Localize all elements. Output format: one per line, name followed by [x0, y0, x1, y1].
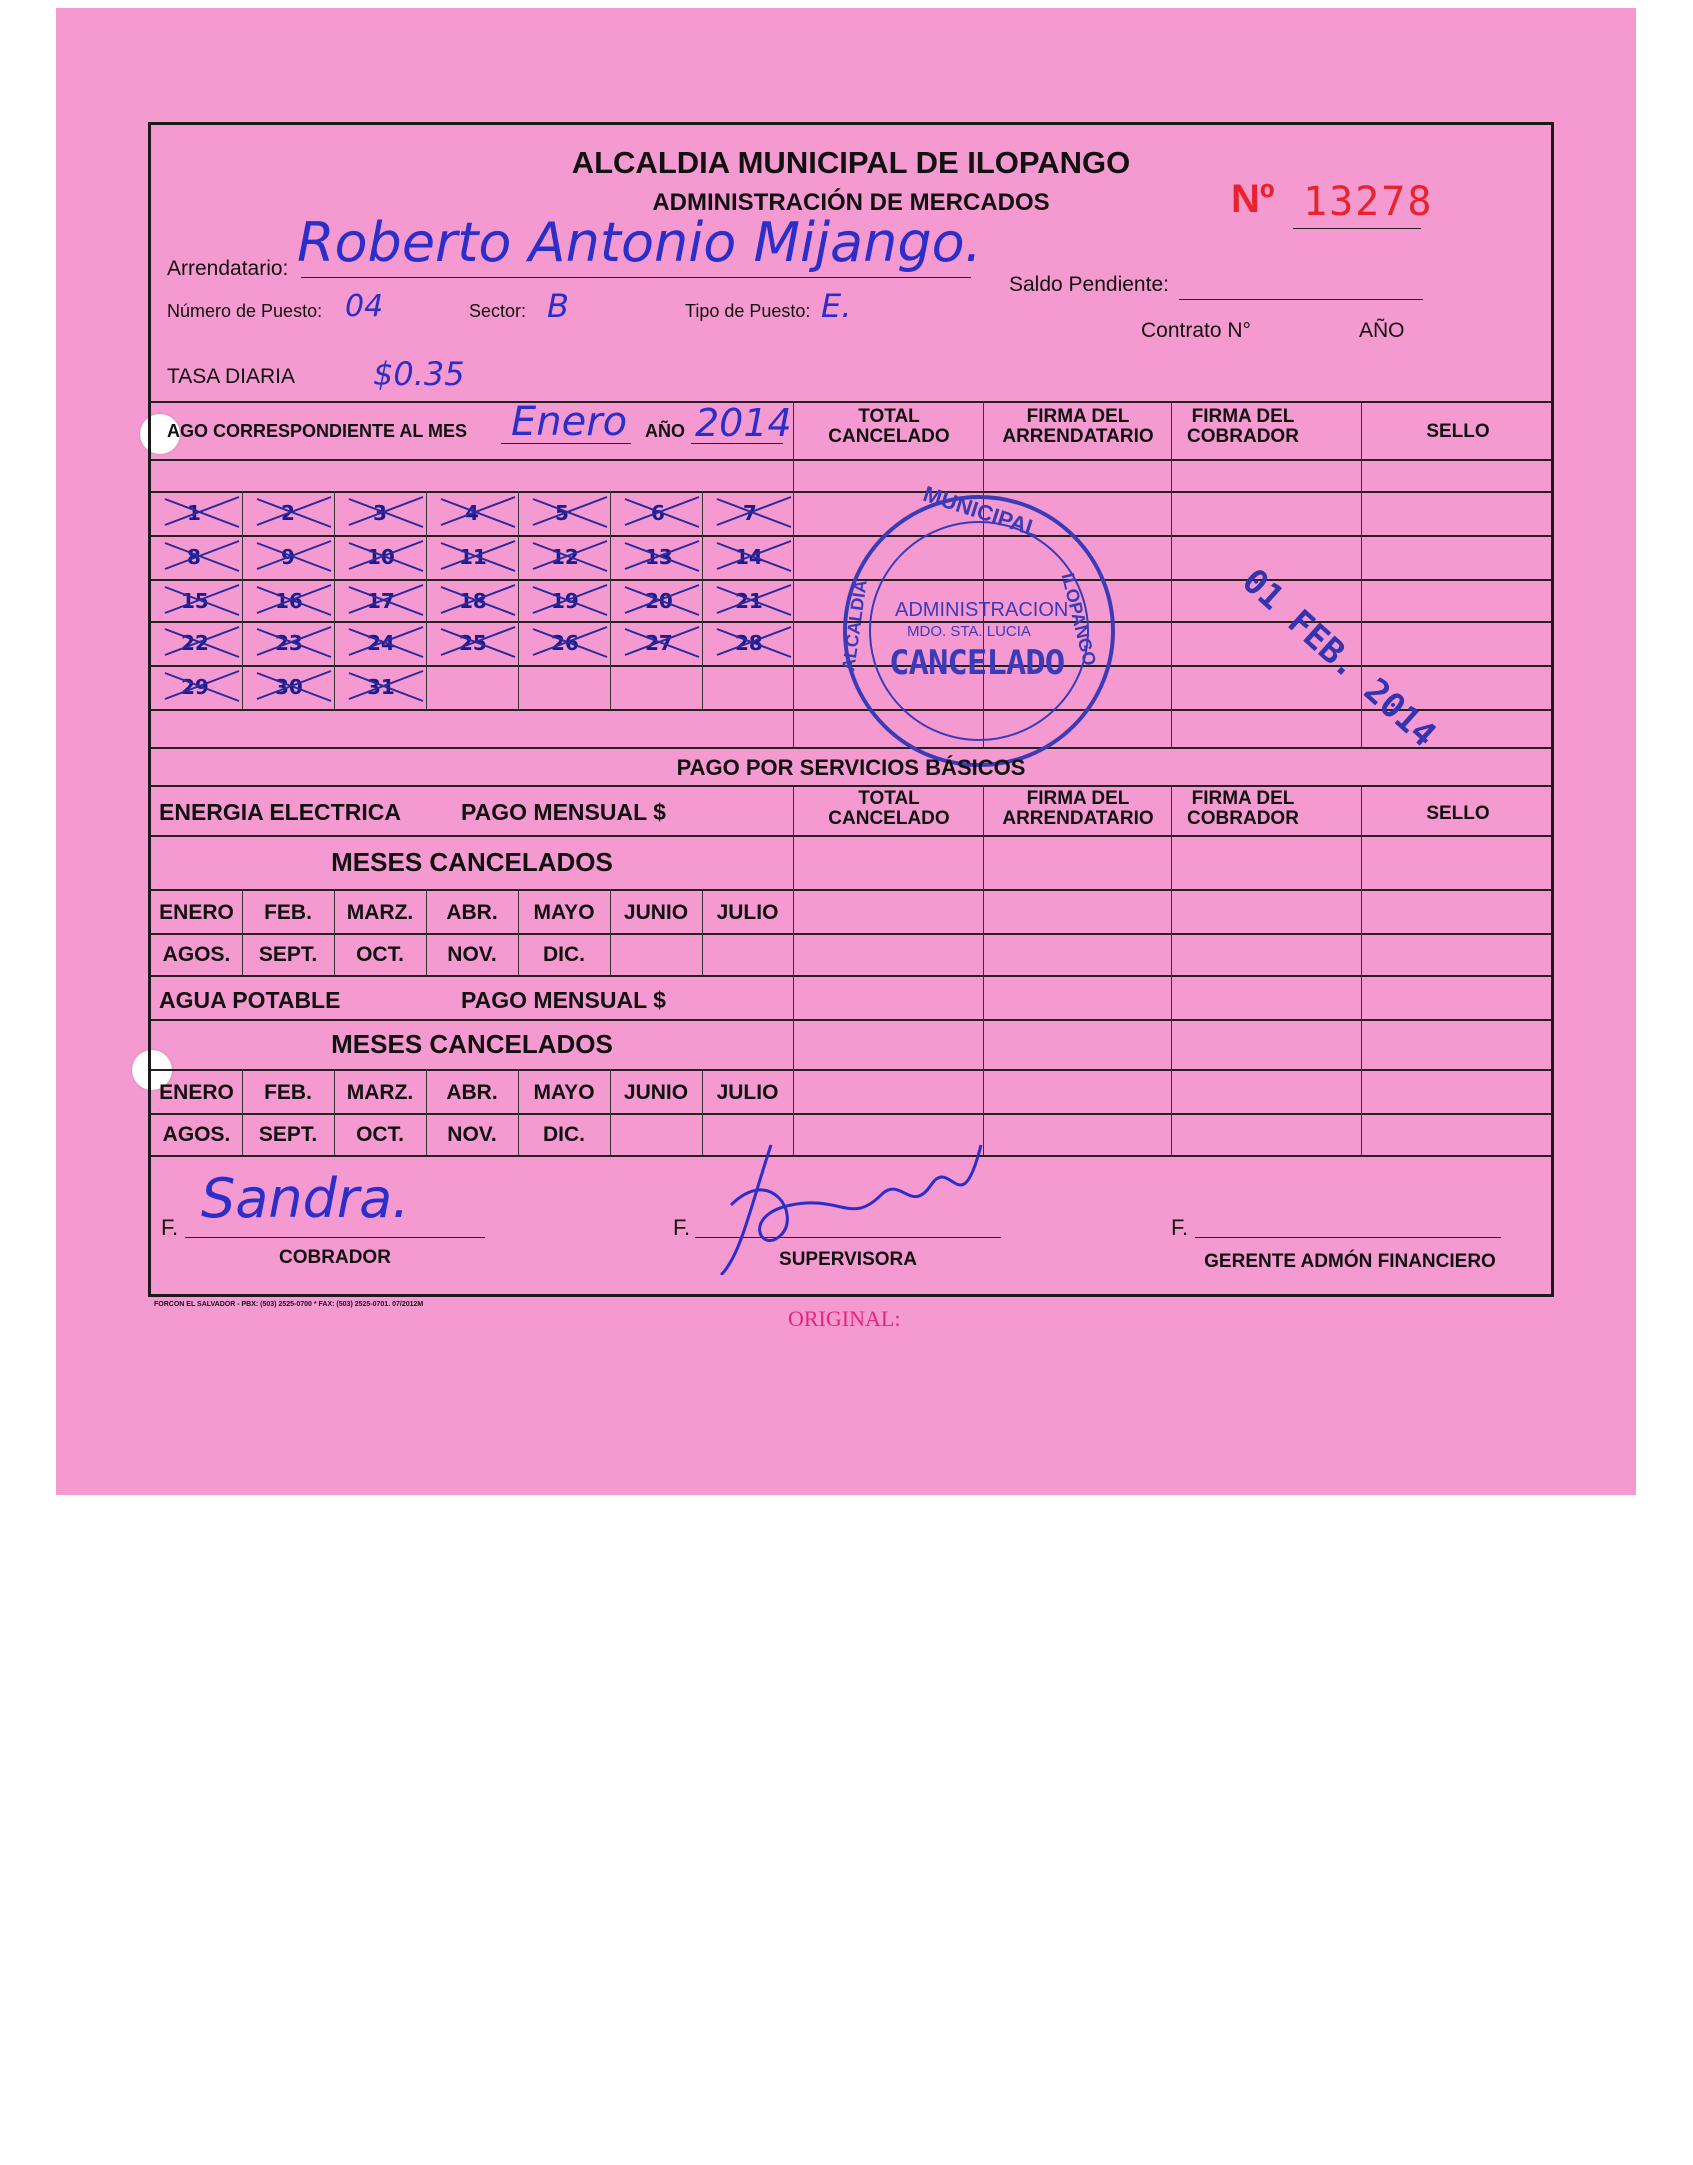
a-month-agos: AGOS. [162, 1123, 231, 1146]
arrendatario-line [301, 277, 971, 278]
receipt-number-label: Nº [1231, 177, 1275, 221]
e-month-sept: SEPT. [258, 943, 318, 966]
day-1: 1 [187, 501, 201, 525]
contrato-anio-label: AÑO [1359, 319, 1405, 342]
day-17: 17 [367, 589, 395, 613]
svc-col-total-header: TOTAL CANCELADO [828, 788, 950, 829]
svc-col-cob-left [1171, 785, 1172, 1155]
stamp-date: 01 FEB. 2014 [1234, 561, 1444, 756]
pago-anio-label: AÑO [645, 421, 685, 441]
svc-col-arr-header: FIRMA DEL ARRENDATARIO [1002, 788, 1154, 829]
e-month-dic: DIC. [543, 943, 585, 966]
day-24: 24 [367, 631, 395, 655]
day-29: 29 [181, 675, 209, 699]
e-month-julio: JULIO [716, 901, 779, 924]
pago-mes-label: AGO CORRESPONDIENTE AL MES [167, 421, 468, 441]
col-total-header: TOTAL CANCELADO [828, 406, 950, 447]
copy-label: ORIGINAL: [788, 1306, 901, 1331]
e-month-marz: MARZ. [346, 901, 414, 924]
a-month-junio: JUNIO [623, 1081, 689, 1104]
day-28: 28 [735, 631, 763, 655]
stamp-top-text: MUNICIPAL [920, 481, 1043, 543]
day-9: 9 [281, 545, 295, 569]
e-month-junio: JUNIO [623, 901, 689, 924]
stamp-line1: ADMINISTRACION [895, 599, 1069, 621]
day-14: 14 [735, 545, 763, 569]
e-month-enero: ENERO [159, 901, 234, 924]
services-title: PAGO POR SERVICIOS BÁSICOS [676, 755, 1026, 780]
day-26: 26 [551, 631, 579, 655]
a-month-dic: DIC. [543, 1123, 585, 1146]
day-27: 27 [645, 631, 673, 655]
org-title: ALCALDIA MUNICIPAL DE ILOPANGO [571, 145, 1131, 180]
day-30: 30 [275, 675, 303, 699]
a-month-sept: SEPT. [258, 1123, 318, 1146]
rule-payment-header-bottom [151, 459, 1551, 461]
puesto-label: Número de Puesto: [167, 301, 323, 321]
rule-svc-7 [151, 1113, 1551, 1115]
day-4: 4 [465, 501, 479, 525]
sig-label-cobrador: COBRADOR [279, 1247, 391, 1268]
sig-label-supervisora: SUPERVISORA [779, 1249, 917, 1270]
day-7: 7 [743, 501, 757, 525]
day-23: 23 [275, 631, 303, 655]
svc-col-sello-header: SELLO [1426, 803, 1490, 824]
pago-anio-line [691, 443, 783, 444]
e-month-agos: AGOS. [162, 943, 231, 966]
day-13: 13 [645, 545, 673, 569]
day-31: 31 [367, 675, 395, 699]
e-month-feb: FEB. [264, 901, 312, 924]
saldo-label: Saldo Pendiente: [1009, 273, 1169, 296]
rule-svc-2 [151, 889, 1551, 891]
contrato-label: Contrato N° [1141, 319, 1251, 342]
pago-anio-value: 2014 [695, 401, 792, 445]
sig-f-cobrador: F. [161, 1215, 179, 1240]
tipo-label: Tipo de Puesto: [685, 301, 811, 321]
sector-value: B [547, 287, 569, 325]
rule-svc-5 [151, 1019, 1551, 1021]
day-12: 12 [551, 545, 579, 569]
col-cob-left [1171, 401, 1172, 747]
day-3: 3 [373, 501, 387, 525]
energia-meses-cancelados: MESES CANCELADOS [331, 847, 613, 877]
a-month-mayo: MAYO [533, 1081, 595, 1104]
cancelado-stamp [838, 481, 1115, 767]
day-19: 19 [551, 589, 579, 613]
rule-svc-1 [151, 835, 1551, 837]
sig-label-gerente: GERENTE ADMÓN FINANCIERO [1204, 1251, 1496, 1272]
col-arr-header: FIRMA DEL ARRENDATARIO [1002, 406, 1154, 447]
a-month-feb: FEB. [264, 1081, 312, 1104]
day-25: 25 [459, 631, 487, 655]
a-month-enero: ENERO [159, 1081, 234, 1104]
day-10: 10 [367, 545, 395, 569]
stamp-left-text: ALCALDIA [838, 578, 871, 673]
a-month-julio: JULIO [716, 1081, 779, 1104]
day-18: 18 [459, 589, 487, 613]
day-21: 21 [735, 589, 763, 613]
sector-label: Sector: [469, 301, 527, 321]
sig-line-cobrador [185, 1237, 485, 1238]
day-20: 20 [645, 589, 673, 613]
agua-pago-mensual: PAGO MENSUAL $ [461, 987, 666, 1013]
printer-footer: FORCON EL SALVADOR - PBX: (503) 2525-0700 * FAX: (503) 2525-0701. 07/2012M [154, 1301, 424, 1308]
e-month-nov: NOV. [447, 943, 497, 966]
day-5: 5 [555, 501, 569, 525]
tipo-value: E. [821, 287, 852, 325]
saldo-line [1179, 299, 1423, 300]
a-month-abr: ABR. [446, 1081, 498, 1104]
a-month-oct: OCT. [356, 1123, 404, 1146]
day-6: 6 [651, 501, 665, 525]
rule-svc-4 [151, 975, 1551, 977]
e-month-abr: ABR. [446, 901, 498, 924]
e-month-oct: OCT. [356, 943, 404, 966]
svc-col-arr-left [983, 785, 984, 1155]
day-16: 16 [275, 589, 303, 613]
receipt-number: 13278 [1303, 179, 1434, 225]
rule-svc-6 [151, 1069, 1551, 1071]
a-month-marz: MARZ. [346, 1081, 414, 1104]
svc-col-cob-header: FIRMA DEL COBRADOR [1187, 788, 1299, 829]
svc-col-sello-left [1361, 785, 1362, 1155]
day-11: 11 [459, 545, 487, 569]
svc-col-total-left [793, 785, 794, 1155]
energia-label: ENERGIA ELECTRICA [159, 799, 401, 825]
rule-svc-3 [151, 933, 1551, 935]
tasa-value: $0.35 [373, 355, 465, 393]
rule-services-top [151, 747, 1551, 749]
rule-days-bottom [151, 709, 1551, 711]
day-8: 8 [187, 545, 201, 569]
receipt-form [148, 122, 1554, 1297]
rule-services-header-top [151, 785, 1551, 787]
sig-line-gerente [1195, 1237, 1501, 1238]
agua-meses-cancelados: MESES CANCELADOS [331, 1029, 613, 1059]
day-15: 15 [181, 589, 209, 613]
receipt-number-line [1293, 228, 1421, 229]
stamp-right-text: ILOPANGO [1057, 571, 1100, 668]
dept-title: ADMINISTRACIÓN DE MERCADOS [652, 189, 1050, 216]
a-month-nov: NOV. [447, 1123, 497, 1146]
arrendatario-label: Arrendatario: [167, 257, 289, 280]
stamp-line2: MDO. STA. LUCIA [907, 623, 1031, 640]
arrendatario-value: Roberto Antonio Mijango. [297, 211, 982, 274]
col-total-left [793, 401, 794, 747]
col-cob-header: FIRMA DEL COBRADOR [1187, 406, 1299, 447]
agua-label: AGUA POTABLE [159, 987, 341, 1013]
stamp-main: CANCELADO [889, 643, 1065, 683]
sig-f-gerente: F. [1171, 1215, 1189, 1240]
pago-mes-value: Enero [511, 399, 628, 445]
day-22: 22 [181, 631, 209, 655]
e-month-mayo: MAYO [533, 901, 595, 924]
day-2: 2 [281, 501, 295, 525]
day-crossouts [151, 491, 793, 709]
puesto-value: 04 [345, 289, 384, 324]
sig-f-supervisora: F. [673, 1215, 691, 1240]
tasa-label: TASA DIARIA [167, 365, 295, 388]
col-sello-header: SELLO [1426, 421, 1490, 442]
energia-pago-mensual: PAGO MENSUAL $ [461, 799, 666, 825]
cobrador-signature: Sandra. [201, 1167, 410, 1230]
rule-payment-top [151, 401, 1551, 403]
pago-mes-line [501, 443, 631, 444]
